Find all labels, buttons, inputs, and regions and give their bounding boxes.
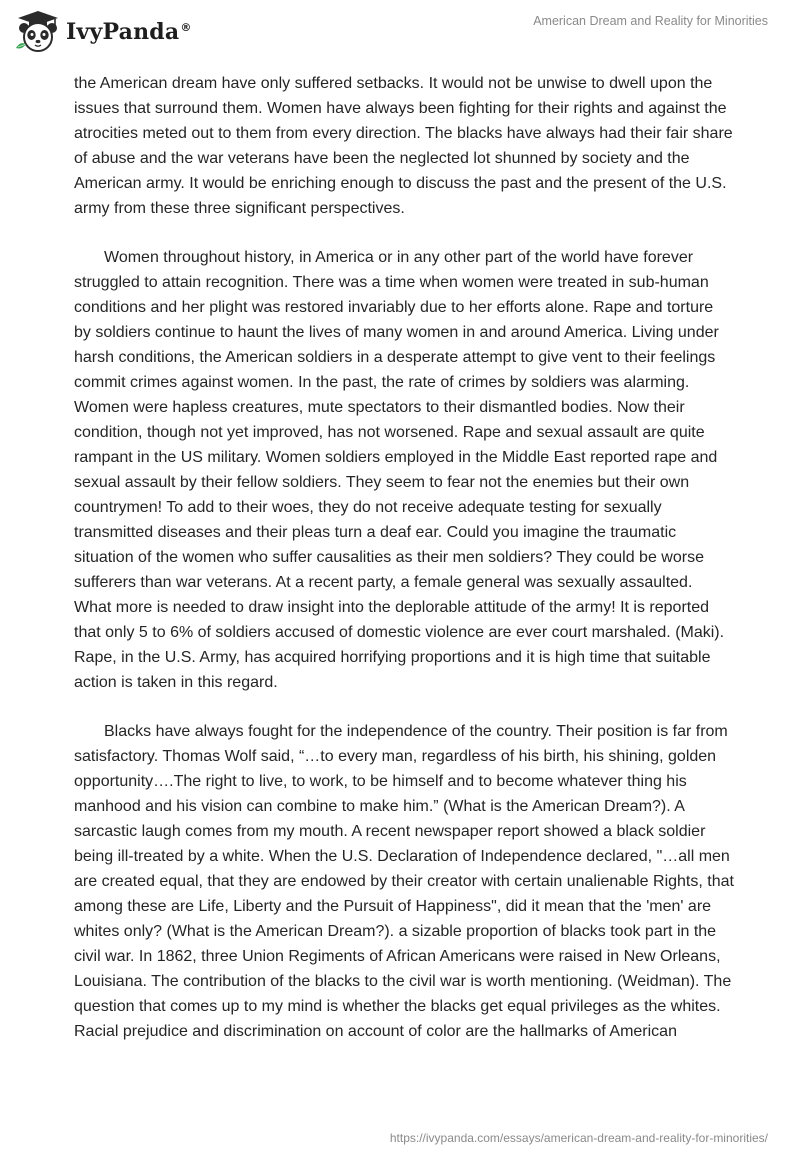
paragraph-1: the American dream have only suffered setbacks. It would not be unwise to dwell upon the issues that surround them. Women have always been fighting for their rights and against the atrocities meted out to them from every direction. The blacks have always had their fair share of abuse and the war veterans have been the neglected lot shunned by society and the American army. It would be enriching enough to discuss the past and the present of the U.S. army from these three significant perspectives.: [74, 75, 733, 217]
page-header: [0, 0, 800, 64]
essay-body: [74, 71, 734, 1068]
document-title: American Dream and Reality for Minorities: [533, 14, 768, 28]
paragraph-2: Women throughout history, in America or in any other part of the world have forever struggled to attain recognition. There was a time when women were treated in sub-human conditions and her plight was restored invariably due to her efforts alone. Rape and torture by soldiers continue to haunt the lives of many women in and around America. Living under harsh conditions, the American soldiers in a desperate attempt to give vent to their feelings commit crimes against women. In the past, the rate of crimes by soldiers was alarming. Women were hapless creatures, mute spectators to their dismantled bodies. Now their condition, though not yet improved, has not worsened. Rape and sexual assault are quite rampant in the US military. Women soldiers employed in the Middle East reported rape and sexual assault by their fellow soldiers. They seem to fear not the enemies but their own countrymen! To add to their woes, they do not receive adequate testing for sexually transmitted diseases and their pleas turn a deaf ear. Could you imagine the traumatic situation of the women who suffer causalities as their men soldiers? They could be worse sufferers than war veterans. At a recent party, a female general was sexually assaulted. What more is needed to draw insight into the deplorable attitude of the army! It is reported that only 5 to 6% of soldiers accused of domestic violence are ever court marshaled. (Maki). Rape, in the U.S. Army, has acquired horrifying proportions and it is high time that suitable action is taken in this regard.: [74, 249, 725, 691]
brand-registered-mark: ®: [180, 20, 192, 34]
panda-mascot-icon: [14, 8, 62, 56]
source-url-link[interactable]: https://ivypanda.com/essays/american-dream-and-reality-for-minorities/: [389, 1131, 768, 1145]
paragraph-3: Blacks have always fought for the independence of the country. Their position is far from satisfactory. Thomas Wolf said, “…to every man, regardless of his birth, his shining, golden opportunity….The right to live, to work, to be himself and to become whatever thing his manhood and his vision can combine to make him.” (What is the American Dream?). A sarcastic laugh comes from my mouth. A recent newspaper report showed a black soldier being ill-treated by a white. When the U.S. Declaration of Independence declared, "…all men are created equal, that they are endowed by their creator with certain unalienable Rights, that among these are Life, Liberty and the Pursuit of Happiness", did it mean that the 'men' are whites only? (What is the American Dream?). a sizable proportion of blacks took part in the civil war. In 1862, three Union Regiments of African Americans were raised in New Orleans, Louisiana. The contribution of the blacks to the civil war is worth mentioning. (Weidman). The question that comes up to my mind is whether the blacks get equal privileges as the whites. Racial prejudice and discrimination on account of color are the hallmarks of American: [74, 723, 734, 1040]
brand-name: IvyPanda®: [66, 19, 192, 45]
brand-logo[interactable]: [14, 8, 192, 56]
